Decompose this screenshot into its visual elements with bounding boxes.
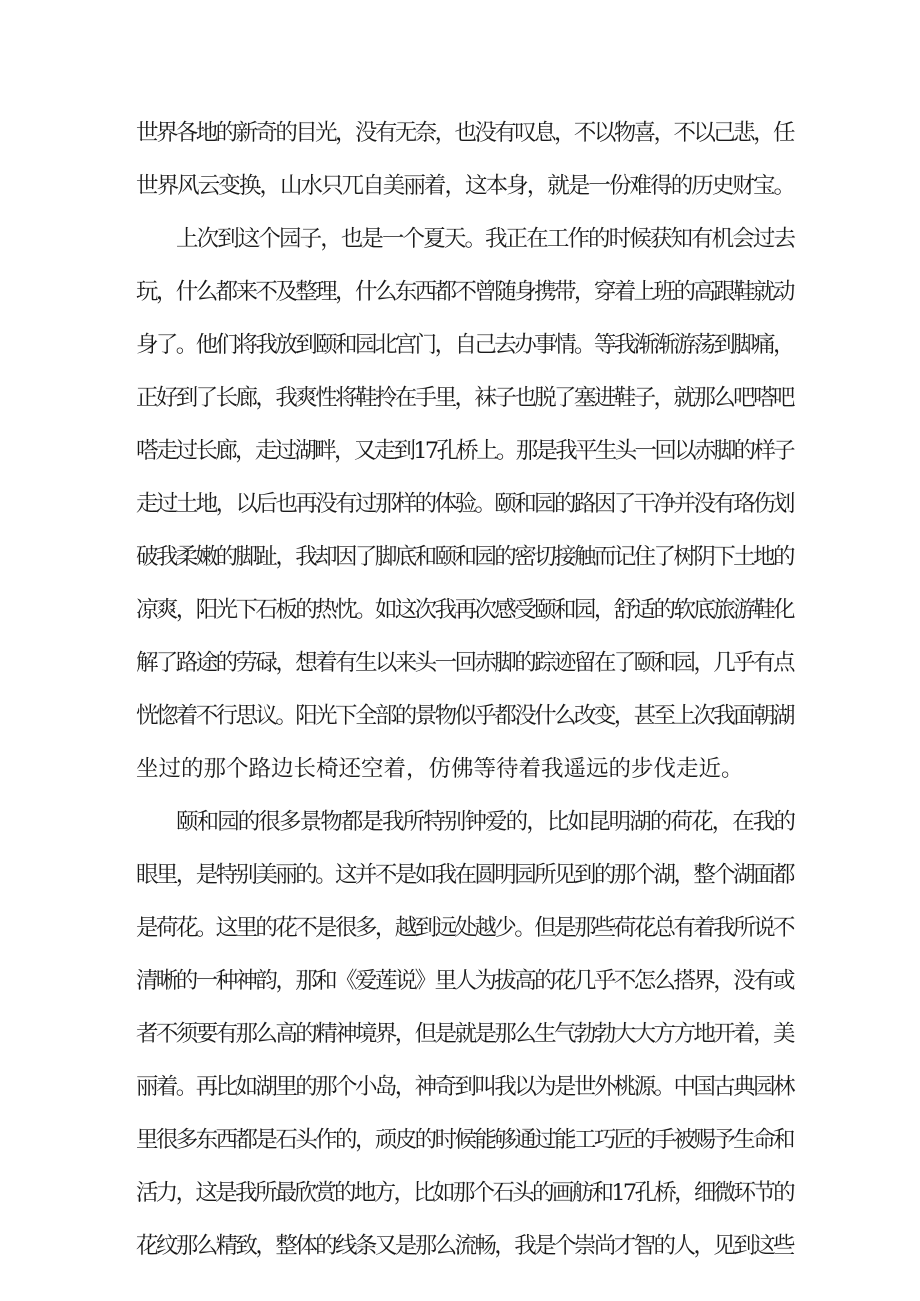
text-line: 是荷花。这里的花不是很多，越到远处越少。但是那些荷花总有着我所说不: [136, 915, 793, 941]
text-line: 恍惚着不行思议。阳光下全部的景物似乎都没什么改变，甚至上次我面朝湖: [136, 703, 793, 729]
text-line: 坐过的那个路边长椅还空着，仿佛等待着我遥远的步伐走近。: [136, 756, 744, 782]
text-line: 活力，这是我所最欣赏的地方，比如那个石头的画舫和17孔桥，细微环节的: [136, 1180, 793, 1206]
text-line: 眼里，是特别美丽的。这并不是如我在圆明园所见到的那个湖，整个湖面都: [136, 862, 793, 888]
text-line: 凉爽，阳光下石板的热忱。如这次我再次感受颐和园，舒适的软底旅游鞋化: [136, 597, 793, 623]
paragraph-start-line: 颐和园的很多景物都是我所特别钟爱的，比如昆明湖的荷花，在我的: [176, 809, 795, 835]
text-line: 丽着。再比如湖里的那个小岛，神奇到叫我以为是世外桃源。中国古典园林: [136, 1074, 793, 1100]
text-line: 破我柔嫩的脚趾，我却因了脚底和颐和园的密切接触而记住了树阴下土地的: [136, 544, 793, 570]
text-line: 里很多东西都是石头作的，顽皮的时候能够通过能工巧匠的手被赐予生命和: [136, 1127, 793, 1153]
text-line: 世界各地的新奇的目光，没有无奈，也没有叹息，不以物喜，不以己悲，任: [136, 120, 793, 146]
text-line: 正好到了长廊，我爽性将鞋拎在手里，袜子也脱了塞进鞋子，就那么吧嗒吧: [136, 385, 793, 411]
text-line: 玩，什么都来不及整理，什么东西都不曾随身携带，穿着上班的高跟鞋就动: [136, 279, 793, 305]
text-line: 世界风云变换，山水只兀自美丽着，这本身，就是一份难得的历史财宝。: [136, 173, 795, 199]
text-line: 走过土地，以后也再没有过那样的体验。颐和园的路因了干净并没有珞伤划: [136, 491, 793, 517]
text-line: 者不须要有那么高的精神境界，但是就是那么生气勃勃大大方方地开着，美: [136, 1021, 793, 1047]
text-line: 清晰的一种神韵，那和《爱莲说》里人为拔高的花几乎不怎么搭界，没有或: [136, 968, 793, 994]
text-line: 花纹那么精致，整体的线条又是那么流畅，我是个崇尚才智的人，见到这些: [136, 1233, 793, 1259]
paragraph-start-line: 上次到这个园子，也是一个夏天。我正在工作的时候获知有机会过去: [176, 226, 795, 252]
text-line: 身了。他们将我放到颐和园北宫门，自己去办事情。等我渐渐游荡到脚痛，: [136, 332, 793, 358]
text-line: 嗒走过长廊，走过湖畔，又走到17孔桥上。那是我平生头一回以赤脚的样子: [136, 438, 793, 464]
text-line: 解了路途的劳碌，想着有生以来头一回赤脚的踪迹留在了颐和园，几乎有点: [136, 650, 793, 676]
